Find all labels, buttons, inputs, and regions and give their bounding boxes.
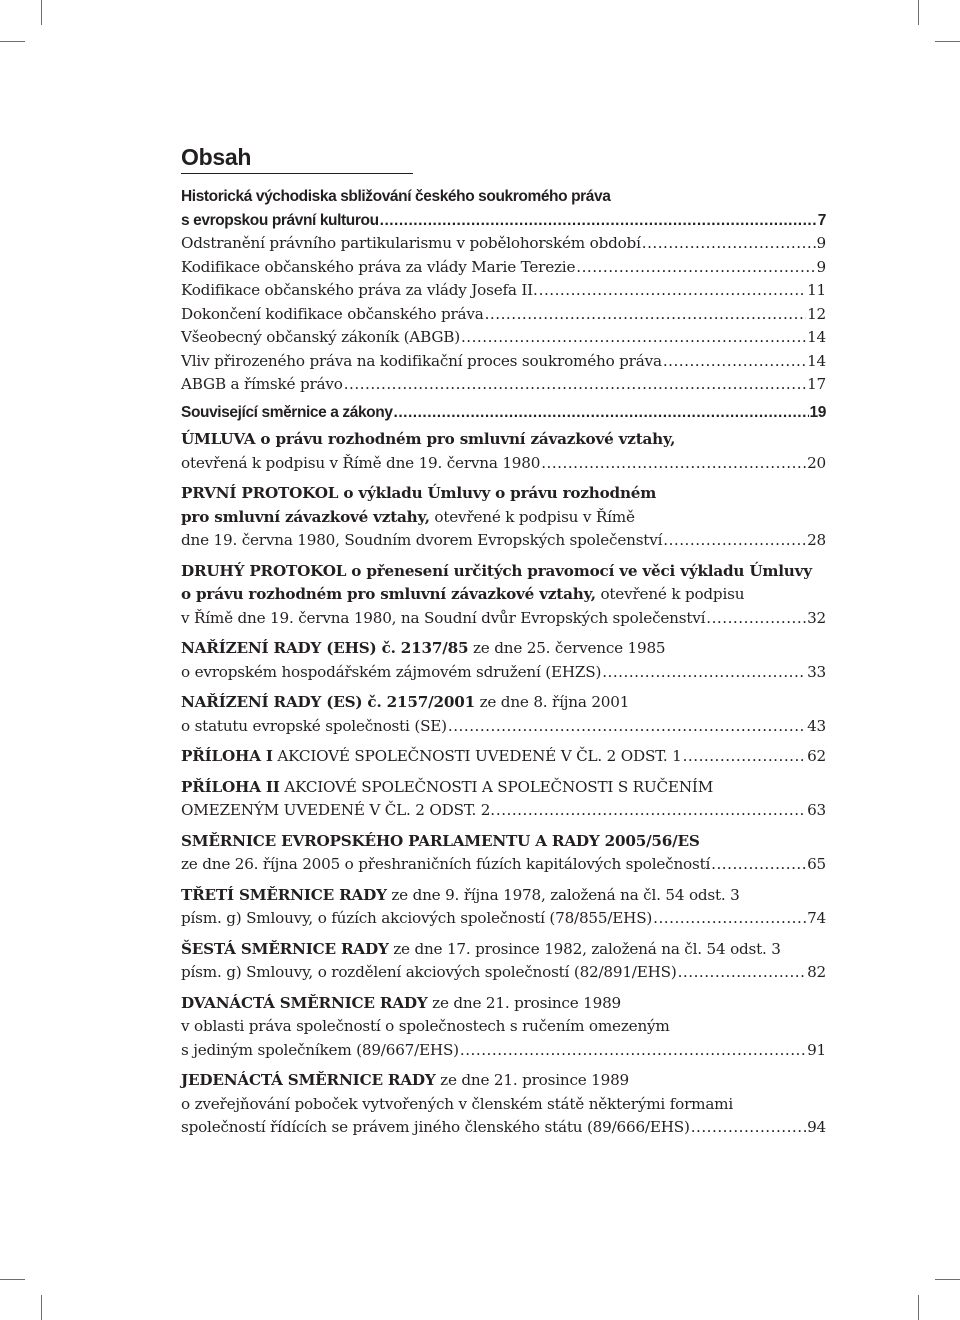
page-number: 12 — [807, 304, 826, 323]
toc-entry-title: SMĚRNICE EVROPSKÉHO PARLAMENTU A RADY 2005/56/ES — [181, 831, 700, 850]
toc-entry-title: NAŘÍZENÍ RADY (EHS) č. 2137/85 ze dne 25. července 1985 — [181, 639, 666, 657]
toc-section-title: Historická východiska sbližování českého soukromého práva — [181, 188, 611, 205]
page-number: 32 — [807, 608, 826, 627]
page-number: 33 — [807, 662, 826, 681]
toc-entry-title: TŘETÍ SMĚRNICE RADY ze dne 9. října 1978, založená na čl. 54 odst. 3 — [181, 885, 740, 904]
toc-entry-line: pro smluvní závazkové vztahy, otevřené k podpisu v Římě — [181, 507, 635, 526]
toc-item[interactable]: Odstranění právního partikularismu v pobělohorském období ..... 9 — [181, 232, 826, 256]
crop-mark-top-right-vertical — [918, 0, 919, 25]
page-title: Obsah — [181, 144, 252, 170]
toc-entry[interactable]: OMEZENÝM UVEDENÉ V ČL. 2 ODST. 2. ..... 63 — [181, 799, 826, 823]
page-number: 20 — [807, 453, 826, 472]
page-number: 43 — [807, 716, 826, 735]
page-number: 63 — [807, 801, 826, 819]
toc-entry-title: PRVNÍ PROTOKOL o výkladu Úmluvy o právu rozhodném — [181, 484, 657, 502]
toc-entry-line: o zveřejňování poboček vytvořených v členském státě některými formami — [181, 1094, 734, 1113]
toc-item[interactable]: Vliv přirozeného práva na kodifikační proces soukromého práva ..... 14 — [181, 350, 826, 374]
crop-mark-top-left-horizontal — [0, 41, 25, 42]
toc-entry-title: PŘÍLOHA II AKCIOVÉ SPOLEČNOSTI A SPOLEČNOSTI S RUČENÍM — [181, 777, 714, 796]
toc-entry-line: v oblasti práva společností o společnostech s ručením omezeným — [181, 1017, 670, 1035]
toc-item[interactable]: ABGB a římské právo ..... 17 — [181, 373, 826, 397]
toc-item[interactable]: Všeobecný občanský zákoník (ABGB) ..... 14 — [181, 326, 826, 350]
page-number: 17 — [807, 375, 826, 393]
toc-entry-line: o právu rozhodném pro smluvní závazkové vztahy, otevřené k podpisu — [181, 585, 745, 603]
toc-item[interactable]: Dokončení kodifikace občanského práva ..... 12 — [181, 303, 826, 327]
crop-mark-top-right-horizontal — [935, 41, 960, 42]
page-number: 65 — [807, 855, 826, 873]
page-number: 14 — [807, 351, 826, 370]
toc-section-entry[interactable]: s evropskou právní kulturou ..... 7 — [181, 209, 826, 233]
toc-entry-title: DRUHÝ PROTOKOL o přenesení určitých pravomocí ve věci výkladu Úmluvy — [181, 561, 812, 580]
toc-entry-title: JEDENÁCTÁ SMĚRNICE RADY ze dne 21. prosince 1989 — [181, 1071, 630, 1089]
toc-entry-title: ÚMLUVA o právu rozhodném pro smluvní závazkové vztahy, — [181, 430, 676, 448]
toc-entry[interactable]: písm. g) Smlouvy, o fúzích akciových společností (78/855/EHS) ..... 74 — [181, 907, 826, 931]
page-number: 91 — [807, 1040, 826, 1059]
toc-entry[interactable]: písm. g) Smlouvy, o rozdělení akciových společností (82/891/EHS) ..... 82 — [181, 961, 826, 985]
page-number: 74 — [807, 909, 826, 927]
toc-entry[interactable]: o statutu evropské společnosti (SE) ..... 43 — [181, 715, 826, 739]
toc-entry-title: DVANÁCTÁ SMĚRNICE RADY ze dne 21. prosince 1989 — [181, 993, 622, 1012]
crop-mark-bottom-right-horizontal — [935, 1279, 960, 1280]
toc-entry[interactable]: PŘÍLOHA I AKCIOVÉ SPOLEČNOSTI UVEDENÉ V ČL. 2 ODST. 1 ..... 62 — [181, 745, 826, 769]
page-number: 14 — [807, 328, 826, 346]
crop-mark-top-left-vertical — [41, 0, 42, 25]
page-number: 9 — [816, 234, 826, 252]
page-number: 9 — [816, 257, 826, 276]
page-number: 19 — [809, 403, 826, 421]
toc-entry[interactable]: společností řídících se právem jiného členského státu (89/666/EHS) ..... 94 — [181, 1116, 826, 1140]
crop-mark-bottom-left-vertical — [41, 1295, 42, 1320]
page-number: 62 — [807, 747, 826, 765]
table-of-contents — [181, 185, 826, 1140]
page-number: 94 — [807, 1118, 826, 1136]
page-number: 82 — [807, 963, 826, 981]
crop-mark-bottom-right-vertical — [918, 1295, 919, 1320]
toc-item[interactable]: Kodifikace občanského práva za vlády Josefa II. ..... 11 — [181, 279, 826, 303]
toc-entry[interactable]: ze dne 26. října 2005 o přeshraničních fúzích kapitálových společností ..... 65 — [181, 853, 826, 877]
page-number: 11 — [807, 281, 826, 299]
heading-underline — [181, 173, 413, 174]
toc-entry[interactable]: v Římě dne 19. června 1980, na Soudní dvůr Evropských společenství ..... 32 — [181, 607, 826, 631]
page-number: 28 — [807, 531, 826, 549]
toc-entry[interactable]: s jediným společníkem (89/667/EHS) ..... 91 — [181, 1039, 826, 1063]
toc-entry-title: ŠESTÁ SMĚRNICE RADY ze dne 17. prosince 1982, založená na čl. 54 odst. 3 — [181, 939, 781, 958]
toc-section-entry[interactable]: Související směrnice a zákony ..... 19 — [181, 401, 826, 425]
toc-entry[interactable]: dne 19. června 1980, Soudním dvorem Evropských společenství ..... 28 — [181, 529, 826, 553]
crop-mark-bottom-left-horizontal — [0, 1279, 25, 1280]
toc-entry[interactable]: o evropském hospodářském zájmovém sdružení (EHZS) ..... 33 — [181, 661, 826, 685]
toc-entry[interactable]: otevřená k podpisu v Římě dne 19. června 1980 ..... 20 — [181, 452, 826, 476]
toc-entry-title: NAŘÍZENÍ RADY (ES) č. 2157/2001 ze dne 8. října 2001 — [181, 693, 630, 711]
toc-item[interactable]: Kodifikace občanského práva za vlády Marie Terezie ..... 9 — [181, 256, 826, 280]
page-number: 7 — [817, 211, 826, 229]
